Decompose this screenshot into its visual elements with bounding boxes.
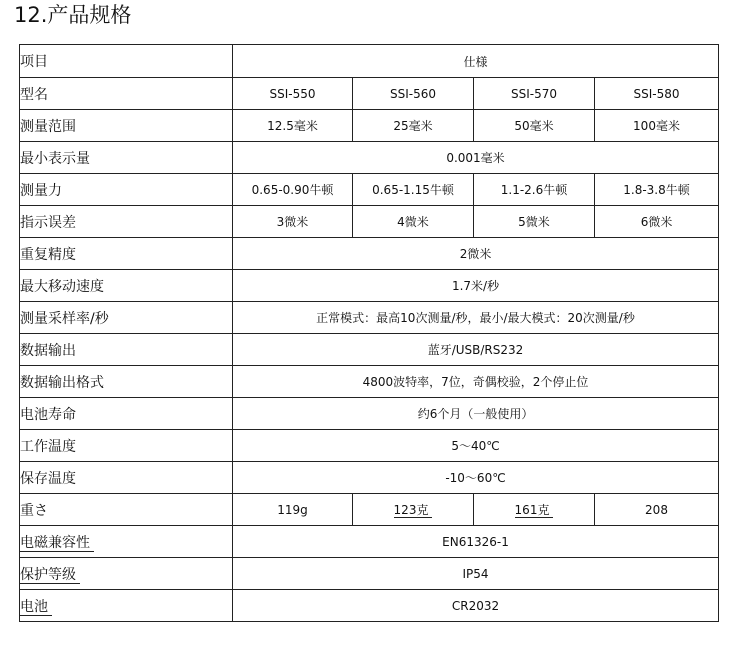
value-cell: CR2032 (233, 590, 719, 622)
row-label: 电池寿命 (20, 398, 233, 430)
value-cell: 25毫米 (353, 110, 474, 142)
value-cell: 0.65-1.15牛顿 (353, 174, 474, 206)
table-row (20, 494, 719, 526)
value-cell: 6微米 (595, 206, 719, 238)
row-label: 重复精度 (20, 238, 233, 270)
row-label: 电磁兼容性 (20, 526, 233, 558)
value-cell: 1.7米/秒 (233, 270, 719, 302)
model-cell: SSI-570 (474, 78, 595, 110)
model-cell: SSI-580 (595, 78, 719, 110)
table-row (20, 526, 719, 558)
header-item: 项目 (20, 45, 233, 78)
value-cell: 3微米 (233, 206, 353, 238)
value-cell: 119g (233, 494, 353, 526)
value-cell: 0.65-0.90牛顿 (233, 174, 353, 206)
table-row (20, 558, 719, 590)
model-cell: SSI-550 (233, 78, 353, 110)
row-label: 测量力 (20, 174, 233, 206)
table-row (20, 174, 719, 206)
value-cell: 161克 (474, 494, 595, 526)
value-cell: 1.1-2.6牛顿 (474, 174, 595, 206)
table-row (20, 430, 719, 462)
row-label: 数据输出 (20, 334, 233, 366)
value-cell: 123克 (353, 494, 474, 526)
row-label: 重さ (20, 494, 233, 526)
value-cell: 12.5毫米 (233, 110, 353, 142)
row-label: 数据输出格式 (20, 366, 233, 398)
value-cell: 5微米 (474, 206, 595, 238)
value-cell: 4800波特率，7位，奇偶校验，2个停止位 (233, 366, 719, 398)
row-label: 保护等级 (20, 558, 233, 590)
row-label: 测量采样率/秒 (20, 302, 233, 334)
value-cell: 0.001毫米 (233, 142, 719, 174)
value-cell: 2微米 (233, 238, 719, 270)
table-row (20, 334, 719, 366)
table-row (20, 302, 719, 334)
value-cell: 5～40℃ (233, 430, 719, 462)
table-row (20, 45, 719, 78)
page-title: 12.产品规格 (14, 3, 132, 27)
value-cell: 蓝牙/USB/RS232 (233, 334, 719, 366)
row-label: 电池 (20, 590, 233, 622)
row-label: 型名 (20, 78, 233, 110)
value-cell: 1.8-3.8牛顿 (595, 174, 719, 206)
value-cell: 正常模式：最高10次测量/秒，最小/最大模式：20次测量/秒 (233, 302, 719, 334)
table-row (20, 270, 719, 302)
value-cell: IP54 (233, 558, 719, 590)
table-row (20, 590, 719, 622)
row-label: 工作温度 (20, 430, 233, 462)
row-label: 测量范围 (20, 110, 233, 142)
value-cell: 100毫米 (595, 110, 719, 142)
value-cell: 4微米 (353, 206, 474, 238)
value-cell: 约6个月（一般使用） (233, 398, 719, 430)
row-label: 最大移动速度 (20, 270, 233, 302)
table-row (20, 238, 719, 270)
table-row (20, 142, 719, 174)
spec-table (19, 44, 719, 622)
value-cell: 50毫米 (474, 110, 595, 142)
table-row (20, 366, 719, 398)
value-cell: -10～60℃ (233, 462, 719, 494)
table-row (20, 462, 719, 494)
row-label: 保存温度 (20, 462, 233, 494)
row-label: 最小表示量 (20, 142, 233, 174)
model-cell: SSI-560 (353, 78, 474, 110)
value-cell: EN61326-1 (233, 526, 719, 558)
table-row (20, 110, 719, 142)
table-row (20, 398, 719, 430)
table-row (20, 206, 719, 238)
row-label: 指示误差 (20, 206, 233, 238)
table-row (20, 78, 719, 110)
value-cell: 208 (595, 494, 719, 526)
header-spec: 仕様 (233, 45, 719, 78)
